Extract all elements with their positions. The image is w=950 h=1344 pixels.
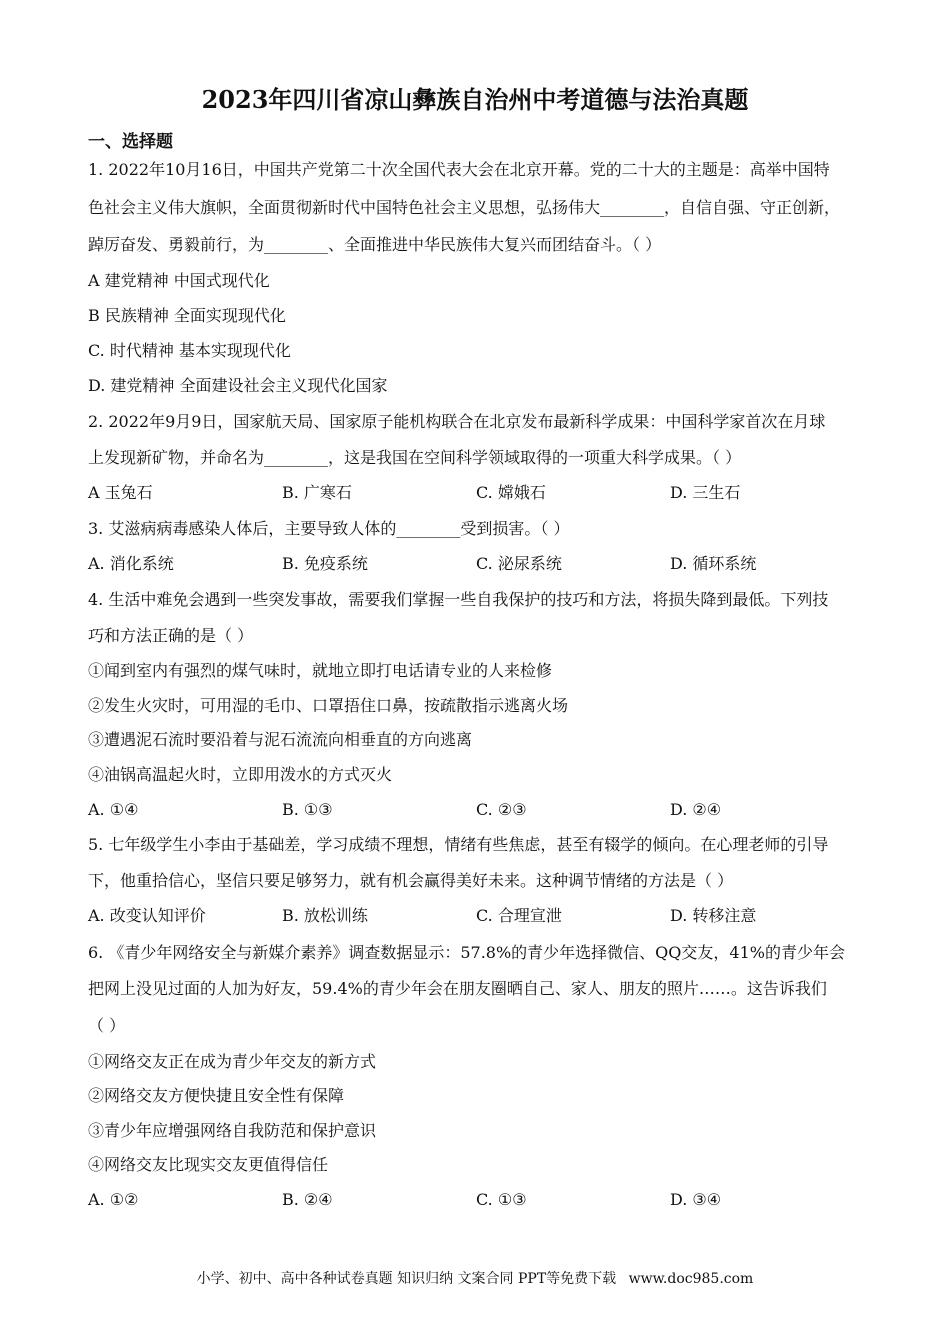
question-2-option-c: C. 嫦娥石 [476,483,546,502]
question-5-line-2: 下，他重拾信心，坚信只要足够努力，就有机会赢得美好未来。这种调节情绪的方法是（ ） [88,871,734,890]
question-5-line-1: 5. 七年级学生小李由于基础差，学习成绩不理想，情绪有些焦虑，甚至有辍学的倾向。在心理老师的引导 [88,835,829,854]
question-6-statement-3: ③青少年应增强网络自我防范和保护意识 [88,1121,377,1140]
question-1-line-1: 1. 2022年10月16日，中国共产党第二十次全国代表大会在北京开幕。党的二十大的主题是：高举中国特 [88,160,830,179]
question-3-option-c: C. 泌尿系统 [476,554,562,573]
question-1-option-a: A 建党精神 中国式现代化 [88,271,270,290]
question-2-option-b: B. 广寒石 [282,483,352,502]
question-6-option-d: D. ③④ [670,1190,722,1209]
question-6-statement-1: ①网络交友正在成为青少年交友的新方式 [88,1052,377,1071]
question-4-option-c: C. ②③ [476,800,527,819]
question-1-line-2: 色社会主义伟大旗帜，全面贯彻新时代中国特色社会主义思想，弘扬伟大________，自信自强、守正创新， [88,198,841,217]
question-1-line-3: 踔厉奋发、勇毅前行，为________、全面推进中华民族伟大复兴而团结奋斗。（ ） [88,235,662,254]
question-4-option-d: D. ②④ [670,800,722,819]
question-6-option-b: B. ②④ [282,1190,333,1209]
question-4-line-2: 巧和方法正确的是（ ） [88,626,254,645]
question-3-option-d: D. 循环系统 [670,554,757,573]
question-2-line-2: 上发现新矿物，并命名为________，这是我国在空间科学领域取得的一项重大科学成果。（ ） [88,448,742,467]
question-2-line-1: 2. 2022年9月9日，国家航天局、国家原子能机构联合在北京发布最新科学成果：中国科学家首次在月球 [88,412,826,431]
question-6-option-c: C. ①③ [476,1190,527,1209]
question-1-option-b: B 民族精神 全面实现现代化 [88,306,286,325]
question-6-line-1: 6. 《青少年网络安全与新媒介素养》调查数据显示：57.8%的青少年选择微信、QQ交友，41%的青少年会 [88,943,845,962]
question-5-option-c: C. 合理宣泄 [476,906,562,925]
question-5-option-a: A. 改变认知评价 [88,906,206,925]
question-1-option-d: D. 建党精神 全面建设社会主义现代化国家 [88,376,388,395]
question-4-option-b: B. ①③ [282,800,333,819]
question-6-option-a: A. ①② [88,1190,139,1209]
question-4-option-a: A. ①④ [88,800,139,819]
page-footer [0,1268,950,1290]
question-4-statement-2: ②发生火灾时，可用湿的毛巾、口罩捂住口鼻，按疏散指示逃离火场 [88,696,569,715]
question-3-option-b: B. 免疫系统 [282,554,368,573]
question-4-statement-4: ④油锅高温起火时，立即用泼水的方式灭火 [88,765,393,784]
question-2-option-a: A 玉兔石 [88,483,153,502]
document-title: 2023年四川省凉山彝族自治州中考道德与法治真题 [201,85,749,114]
question-3-option-a: A. 消化系统 [88,554,174,573]
footer-text: 小学、初中、高中各种试卷真题 知识归纳 文案合同 PPT等免费下载 [196,1271,617,1287]
question-6-statement-4: ④网络交友比现实交友更值得信任 [88,1155,329,1174]
question-1-option-c: C. 时代精神 基本实现现代化 [88,341,291,360]
question-4-statement-1: ①闻到室内有强烈的煤气味时，就地立即打电话请专业的人来检修 [88,661,553,680]
footer-link[interactable]: www.doc985.com [628,1271,754,1287]
question-6-line-3: （ ） [88,1016,126,1035]
question-3-line-1: 3. 艾滋病病毒感染人体后，主要导致人体的________受到损害。（ ） [88,519,570,538]
question-5-option-b: B. 放松训练 [282,906,368,925]
question-6-statement-2: ②网络交友方便快捷且安全性有保障 [88,1086,345,1105]
question-6-line-2: 把网上没见过面的人加为好友，59.4%的青少年会在朋友圈晒自己、家人、朋友的照片……。这告诉我们 [88,979,827,998]
question-4-statement-3: ③遭遇泥石流时要沿着与泥石流流向相垂直的方向逃离 [88,730,473,749]
section-heading: 一、选择题 [88,132,173,152]
question-2-option-d: D. 三生石 [670,483,741,502]
question-5-option-d: D. 转移注意 [670,906,757,925]
question-4-line-1: 4. 生活中难免会遇到一些突发事故，需要我们掌握一些自我保护的技巧和方法，将损失降到最低。下列技 [88,590,829,609]
